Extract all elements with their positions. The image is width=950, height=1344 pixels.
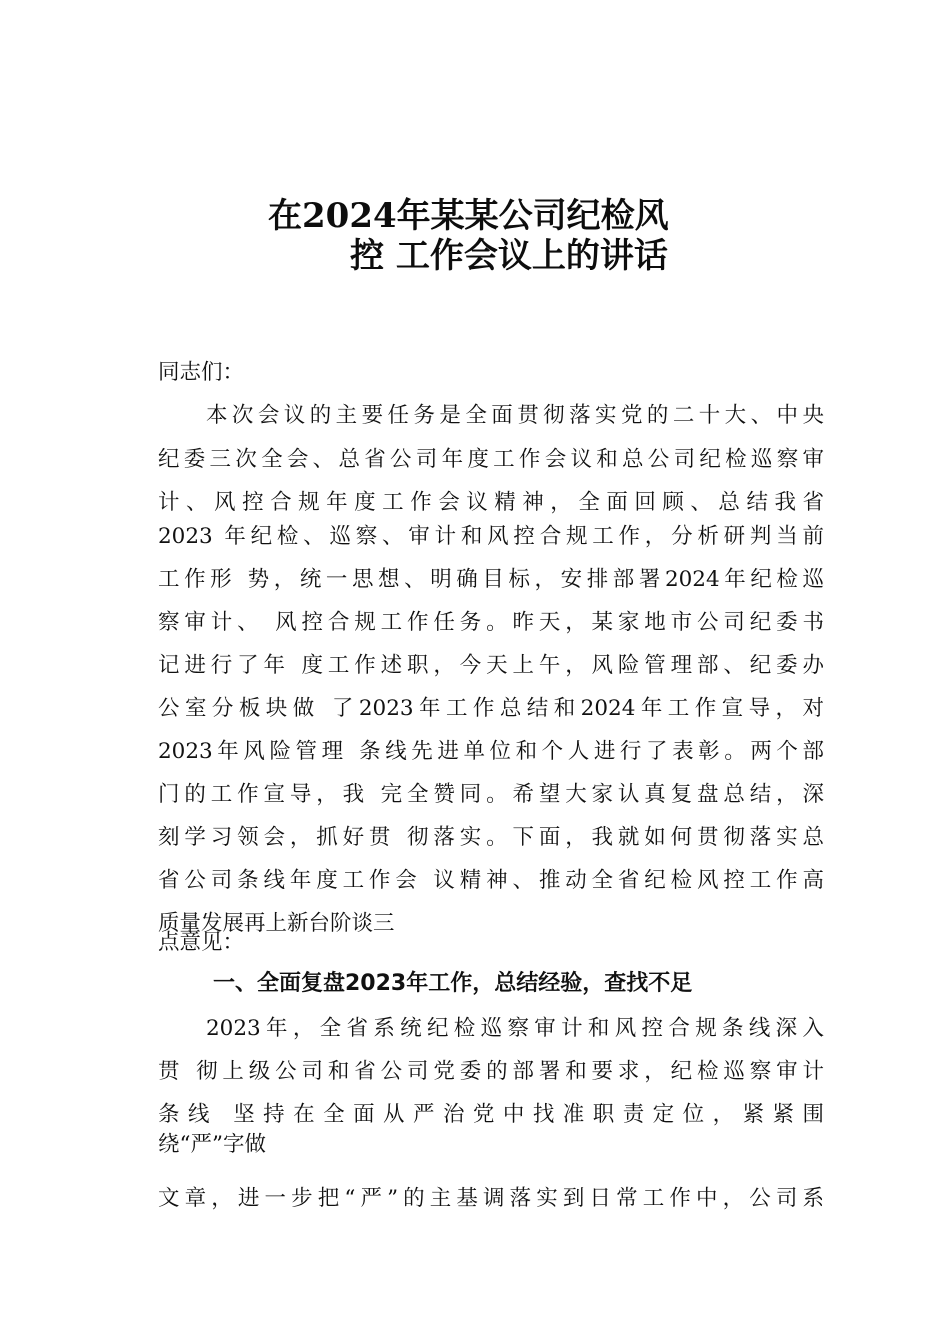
paragraph-1-tail: 点意见：: [158, 930, 245, 955]
paragraph-1-line: 本次会议的主要任务是全面贯彻落实党的二十大、中央: [206, 403, 824, 428]
paragraph-1-line: 工作形 势，统一思想、明确目标，安排部署2024年纪检巡: [158, 567, 824, 592]
paragraph-1-line: 记进行了年 度工作述职，今天上午，风险管理部、纪委办: [158, 653, 824, 678]
paragraph-1-line: 公室分板块做 了2023年工作总结和2024年工作宣导，对: [158, 696, 824, 721]
paragraph-3-line: 文章，进一步把“严”的主基调落实到日常工作中，公司系: [158, 1186, 824, 1211]
document-title-line-1: 在2024年某某公司纪检风: [268, 196, 669, 236]
paragraph-1-line: 质量发展再上新台阶谈三: [158, 911, 395, 936]
paragraph-2-line: 贯 彻上级公司和省公司党委的部署和要求，纪检巡察审计: [158, 1059, 824, 1084]
paragraph-2-line: 绕“严”字做: [158, 1132, 266, 1157]
paragraph-1-line: 2023年风险管理 条线先进单位和个人进行了表彰。两个部: [158, 739, 824, 764]
paragraph-1-line: 察审计、 风控合规工作任务。昨天，某家地市公司纪委书: [158, 610, 824, 635]
section-heading-1: 一、全面复盘2023年工作，总结经验，查找不足: [213, 971, 693, 996]
paragraph-2-line: 条线 坚持在全面从严治党中找准职责定位，紧紧围: [158, 1102, 824, 1127]
paragraph-1-line: 刻学习领会，抓好贯 彻落实。下面，我就如何贯彻落实总: [158, 825, 824, 850]
paragraph-1-line: 2023 年纪检、巡察、审计和风控合规工作，分析研判当前: [158, 524, 824, 549]
paragraph-1-line: 计、风控合规年度工作会议精神，全面回顾、总结我省: [158, 490, 824, 515]
paragraph-2-line: 2023年，全省系统纪检巡察审计和风控合规条线深入: [206, 1016, 824, 1041]
paragraph-1-line: 省公司条线年度工作会 议精神、推动全省纪检风控工作高: [158, 868, 824, 893]
salutation: 同志们：: [158, 360, 245, 385]
paragraph-1-line: 纪委三次全会、总省公司年度工作会议和总公司纪检巡察审: [158, 447, 824, 472]
document-title-line-2: 控 工作会议上的讲话: [350, 236, 668, 276]
paragraph-1-line: 门的工作宣导，我 完全赞同。希望大家认真复盘总结，深: [158, 782, 824, 807]
